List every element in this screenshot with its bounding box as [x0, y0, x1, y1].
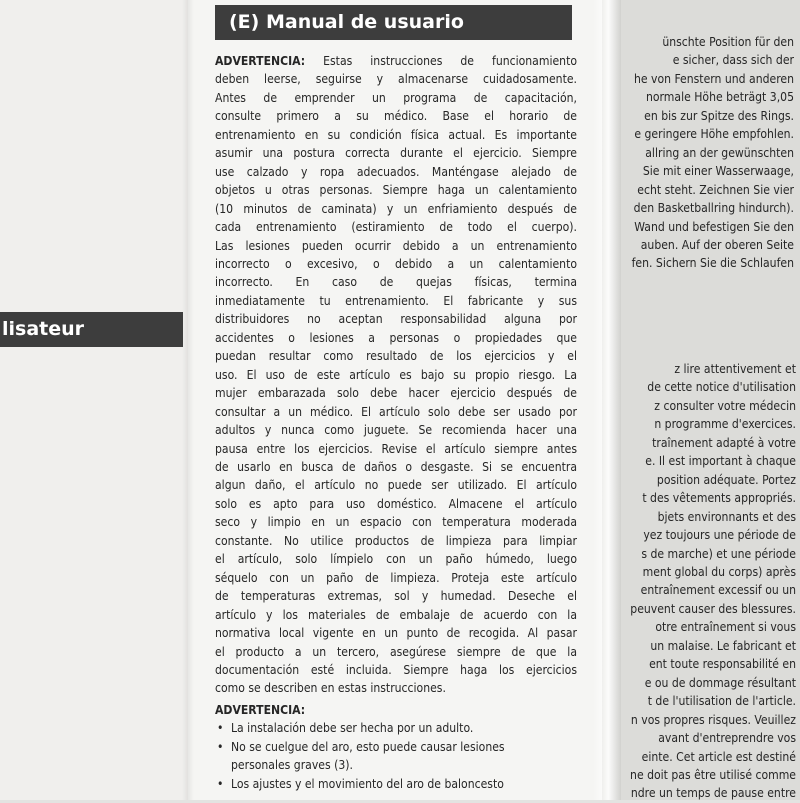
list-item-continuation: personales graves (3). [231, 758, 353, 773]
left-page [0, 0, 188, 800]
text-line: Antes de emprender un programa de capacitación, [215, 90, 577, 105]
text-line: seco y limpio en un espacio con temperatura moderada [215, 515, 577, 530]
spanish-section-header: (E) Manual de usuario [215, 5, 572, 40]
text-line: traînement adapté à votre [652, 435, 796, 450]
text-line: incorrecto o excesivo, o debido a un calentamiento [215, 256, 577, 271]
text-line: el producto a un tercero, asegúrese siempre de que la [215, 644, 577, 659]
bullet-icon: • [217, 739, 224, 754]
text-line: Wand und befestigen Sie den [634, 219, 794, 234]
text-line: n vos propres risques. Veuillez [630, 712, 796, 727]
text-line: einte. Cet article est destiné [641, 749, 796, 764]
list-item [215, 775, 577, 793]
text-line: yez toujours une période de [643, 528, 796, 543]
text-line: ünschte Position für den [662, 35, 794, 49]
text-line: e. Il est important à chaque [645, 454, 796, 469]
text-line: artículo y los materiales de embalaje de acuerdo con la [215, 607, 577, 622]
text-line: asumir una postura correcta durante el ejercicio. Siempre [215, 146, 577, 161]
text-line: constante. No utilice productos de limpieza para limpiar [215, 533, 577, 548]
text-line: normale Höhe beträgt 3,05 [646, 90, 794, 105]
text-line: de usarlo en busca de daños o desgaste. Si se encuentra [215, 459, 577, 474]
text-line: e ou de dommage résultant [644, 675, 796, 690]
list-item-text: No se cuelgue del aro, esto puede causar lesiones [231, 739, 505, 754]
text-line: Las lesiones pueden ocurrir debido a un entrenamiento [215, 238, 577, 253]
text-line: avant d'entreprendre vos [658, 731, 796, 746]
text-line: otre entraînement si vous [655, 620, 796, 635]
text-line: ndre un temps de pause entre [630, 786, 796, 801]
page-gutter-shadow [182, 0, 194, 800]
french-section-header: lisateur [0, 312, 183, 347]
text-line: de cette notice d'utilisation [647, 380, 796, 395]
text-line: allring an der gewünschten [645, 145, 794, 160]
text-line: he von Fenstern und anderen [633, 71, 794, 86]
text-line: consultar a un médico. El artículo solo debe ser usado por [215, 404, 577, 419]
text-line: ent toute responsabilité en [649, 657, 796, 672]
text-line: fen. Sichern Sie die Schlaufen [631, 256, 794, 271]
text-line: echt steht. Zeichnen Sie vier [637, 182, 794, 197]
text-line: z consulter votre médecin [654, 398, 796, 413]
text-line: (10 minutos de caminata) y un enfriamiento después de [215, 201, 577, 216]
text-line: en bis zur Spitze des Rings. [644, 108, 794, 123]
text-line: algun daño, el artículo no puede ser utilizado. El artículo [215, 478, 577, 493]
text-line: Sie mit einer Wasserwaage, [642, 164, 794, 179]
text-line: t de l'utilisation de l'article. [647, 694, 796, 709]
text-line: e sicher, dass sich der [672, 53, 794, 68]
text-line: un malaise. Le fabricant et [650, 638, 796, 653]
text-line: peuvent causer des blessures. [630, 601, 796, 616]
text-line: inmediatamente tu entrenamiento. El fabricante y sus [215, 293, 577, 308]
warning-label: ADVERTENCIA: [215, 54, 306, 68]
text-line: auben. Auf der oberen Seite [640, 237, 794, 252]
list-item [215, 719, 577, 737]
german-text-column [612, 33, 794, 273]
list-item [215, 738, 577, 756]
french-text-column [612, 360, 796, 803]
text-line: el artículo, solo límpielo con un paño húmedo, luego [215, 552, 577, 567]
text-line: incorrecto. En caso de quejas físicas, termina [215, 275, 577, 290]
text-line: entrenamiento en su condición física actual. Es importante [215, 127, 577, 142]
bullet-icon: • [217, 776, 224, 791]
text-line: den Basketballring hindurch). [633, 201, 794, 216]
text-line: adultos y nunca como juguete. Se recomienda hacer una [215, 423, 577, 438]
text-line: ment global du corps) après [642, 564, 796, 579]
text-line: z lire attentivement et [674, 362, 796, 376]
text-line: consulte primero a su médico. Base el horario de [215, 109, 577, 124]
text-line: ne doit pas être utilisé comme [630, 767, 796, 782]
warning-title: ADVERTENCIA: [215, 703, 306, 717]
text-line: e geringere Höhe empfohlen. [634, 127, 794, 142]
text-line: entraînement excessif ou un [640, 583, 796, 598]
text-line: como se describen en estas instrucciones. [215, 681, 446, 696]
text-line: séquelo con un paño de limpieza. Proteja este artículo [215, 570, 577, 585]
text-line: distribuidores no aceptan responsabilidad alguna por [215, 312, 577, 327]
bullet-icon: • [217, 721, 224, 736]
text-line: deben leerse, seguirse y almacenarse cuidadosamente. [215, 72, 577, 87]
text-line: bjets environnants et des [657, 509, 796, 524]
text-line [215, 52, 577, 70]
spanish-text-column [215, 52, 577, 698]
text-line: puedan resultar como resultado de los ejercicios y el [215, 349, 577, 364]
warning-list [215, 701, 577, 793]
text-line: accidentes o lesiones a personas o propiedades que [215, 330, 577, 345]
text-line: de temperaturas extremas, sol y humedad. Deseche el [215, 589, 577, 604]
text-line: solo es apto para uso doméstico. Almacene el artículo [215, 496, 577, 511]
text-line: objetos u otras personas. Siempre haga un calentamiento [215, 183, 577, 198]
text-line: s de marche) et une période [641, 546, 796, 561]
text-line: position adéquate. Portez [656, 472, 796, 487]
text-line: mujer embarazada solo debe hacer ejercicio después de [215, 386, 577, 401]
text-line: pausa entre los ejercicios. Revise el artículo siempre antes [215, 441, 577, 456]
text-line: normativa local vigente en un punto de recogida. Al pasar [215, 626, 577, 641]
text-fragment: Estas instrucciones de funcionamiento [323, 54, 577, 68]
list-item-text: Los ajustes y el movimiento del aro de baloncesto [231, 776, 504, 791]
text-line: t des vêtements appropriés. [642, 491, 796, 506]
list-item-text: La instalación debe ser hecha por un adulto. [231, 721, 474, 736]
text-line: n programme d'exercices. [654, 417, 796, 432]
text-line: cada entrenamiento (estiramiento de todo el cuerpo). [215, 220, 577, 235]
text-line: use calzado y ropa adecuados. Manténgase alejado de [215, 164, 577, 179]
text-line: uso. El uso de este artículo es bajo su propio riesgo. La [215, 367, 577, 382]
text-line: documentación esté incluida. Siempre haga los ejercicios [215, 662, 577, 677]
